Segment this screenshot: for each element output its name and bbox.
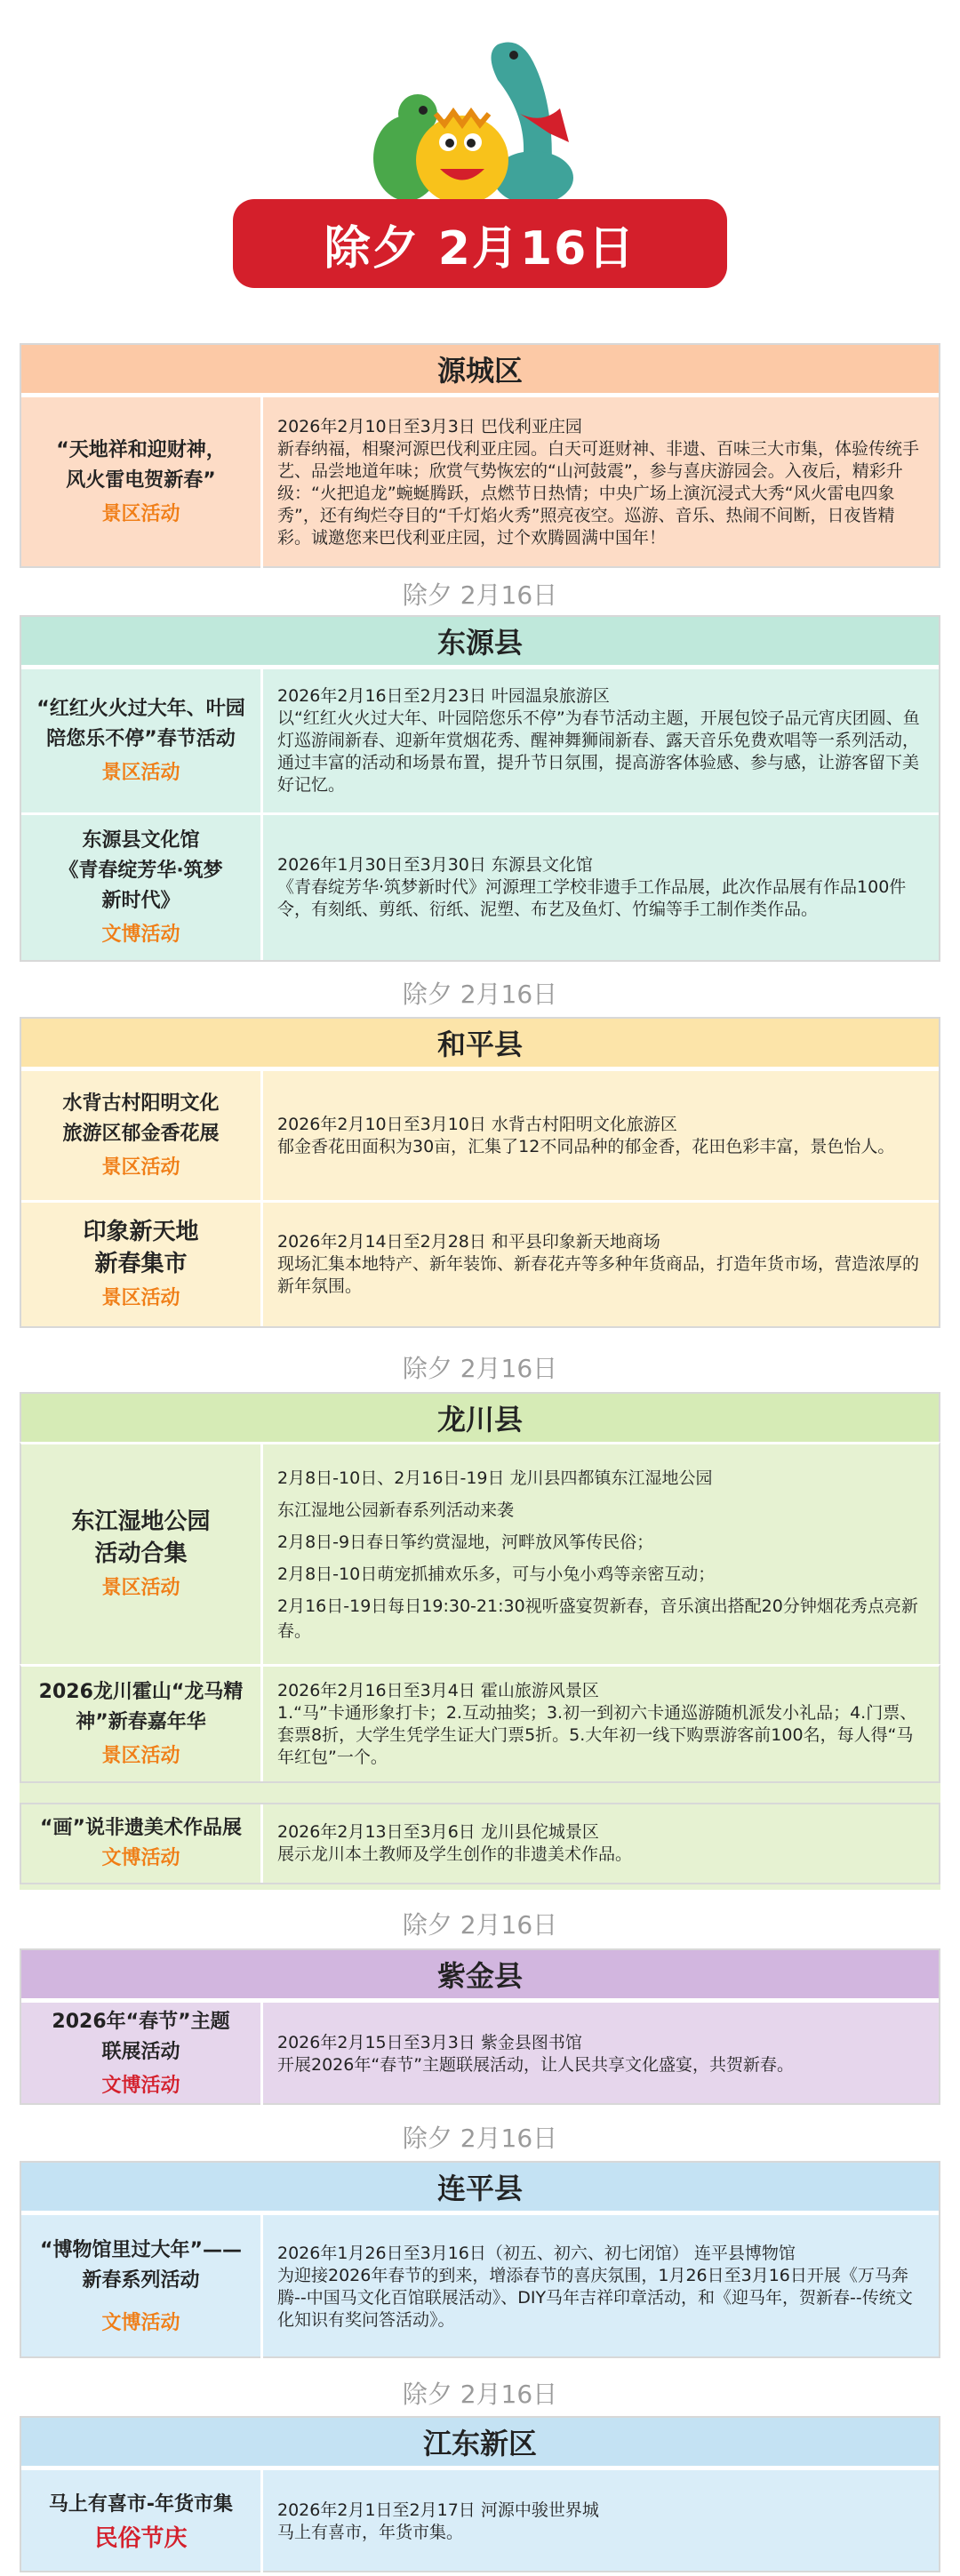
event-description: 展示龙川本土教师及学生创作的非遗美术作品。 <box>277 1844 633 1864</box>
event-details <box>263 1203 939 1326</box>
event-name: 2026年“春节”主题 联展活动 <box>52 2010 230 2063</box>
event-details <box>263 2003 939 2105</box>
event-date-venue: 2026年2月16日至2月23日 叶园温泉旅游区 <box>277 686 610 706</box>
event-name-cell <box>21 669 263 812</box>
date-separator: 除夕 2月16日 <box>402 2124 558 2153</box>
event-row <box>21 395 939 568</box>
region-yuancheng <box>20 343 940 568</box>
event-details <box>263 2215 939 2358</box>
region-dongyuan <box>20 615 940 962</box>
event-category: 文博活动 <box>101 2074 180 2097</box>
event-description: 马上有喜市，年货市集。 <box>277 2522 464 2542</box>
event-row <box>21 1068 939 1200</box>
region-title: 源城区 <box>21 345 939 395</box>
event-category: 景区活动 <box>101 503 180 525</box>
event-row <box>21 812 939 960</box>
event-name-cell <box>21 397 263 568</box>
event-date-venue: 2026年2月10日至3月3日 巴伐利亚庄园 <box>277 417 582 436</box>
event-details <box>263 1071 939 1200</box>
event-date-venue: 2026年1月30日至3月30日 东源县文化馆 <box>277 855 593 875</box>
event-name-cell <box>21 815 263 960</box>
event-description: 新春纳福，相聚河源巴伐利亚庄园。白天可逛财神、非遗、百味三大市集，体验传统手艺、品尝地道年味；欣赏气势恢宏的“山河鼓震”，参与喜庆游园会。入夜后，精彩升级：“火把追龙”蜿蜒腾跃，点燃节日热情；中央广场上演沉浸式大秀“风火雷电四象秀”，还有绚烂夺目的“千灯焰火秀”照亮夜空。巡游、音乐、热闹不间断，日夜皆精彩。诚邀您来巴伐利亚庄园，过个欢腾圆满中国年！ <box>277 439 920 548</box>
event-name: 水背古村阳明文化 旅游区郁金香花展 <box>62 1092 220 1145</box>
event-details <box>263 669 939 812</box>
event-name: 东江湿地公园 活动合集 <box>71 1508 211 1567</box>
dinosaur-mascots-illustration <box>0 0 960 213</box>
event-name-cell <box>21 1667 263 1781</box>
event-date-venue: 2026年2月16日至3月4日 霍山旅游风景区 <box>277 1680 599 1700</box>
event-description: 为迎接2026年春节的到来，增添春节的喜庆氛围，1月26日至3月16日开展《万马奔腾--中国马文化百馆联展活动》、DIY马年吉祥印章活动，和《迎马年，贺新春--传统文化知识有奖问答活动》。 <box>277 2265 913 2330</box>
event-date-venue: 2026年2月10日至3月10日 水背古村阳明文化旅游区 <box>277 1114 677 1134</box>
event-description: 以“红红火火过大年、叶园陪您乐不停”为春节活动主题，开展包饺子品元宵庆团圆、鱼灯巡游闹新春、迎新年赏烟花秀、醒神舞狮闹新春、露天音乐免费欢唱等一系列活动，通过丰富的活动和场景布置，提升节日氛围，提高游客体验感、参与感，让游客留下美好记忆。 <box>277 708 920 795</box>
event-name: “画”说非遗美术作品展 <box>40 1817 242 1839</box>
region-longchuan <box>20 1392 940 1890</box>
event-row <box>21 2468 939 2572</box>
event-date-venue: 2026年1月26日至3月16日（初五、初六、初七闭馆） 连平县博物馆 <box>277 2243 796 2263</box>
event-name-cell <box>21 2215 263 2358</box>
event-details <box>263 397 939 568</box>
event-row <box>21 2000 939 2105</box>
event-description: 2月16日-19日每日19:30-21:30视听盛宴贺新春，音乐演出搭配20分钟烟花秀点亮新春。 <box>277 1596 918 1641</box>
event-description: 1.“马”卡通形象打卡；2.互动抽奖；3.初一到初六卡通巡游随机派发小礼品；4.门票、套票8折，大学生凭学生证大门票5折。5.大年初一线下购票游客前100名，每人得“马年红包”一个。 <box>277 1702 917 1767</box>
region-title: 东源县 <box>21 617 939 667</box>
event-description: 《青春绽芳华·筑梦新时代》河源理工学校非遗手工作品展，此次作品展有作品100件令，有刻纸、剪纸、衍纸、泥塑、布艺及鱼灯、竹编等手工制作类作品。 <box>277 877 907 919</box>
event-category: 景区活动 <box>101 1286 180 1309</box>
event-name-cell <box>21 1071 263 1200</box>
event-description: 现场汇集本地特产、新年装饰、新春花卉等多种年货商品，打造年货市场，营造浓厚的新年氛围。 <box>277 1254 920 1296</box>
event-name: “天地祥和迎财神， 风火雷电贺新春” <box>56 439 226 492</box>
region-title: 连平县 <box>21 2163 939 2212</box>
event-description: 东江湿地公园新春系列活动来袭 <box>277 1500 515 1520</box>
hero-header <box>0 0 960 302</box>
region-title: 江东新区 <box>21 2418 939 2468</box>
event-category: 文博活动 <box>101 923 180 946</box>
event-name: 印象新天地 新春集市 <box>83 1218 199 1277</box>
region-title: 龙川县 <box>20 1392 940 1442</box>
event-details <box>263 1667 939 1781</box>
event-category: 民俗节庆 <box>94 2524 188 2552</box>
event-name: 2026龙川霍山“龙马精 神”新春嘉年华 <box>38 1680 244 1733</box>
date-separator: 除夕 2月16日 <box>402 1354 558 1383</box>
event-row <box>21 1200 939 1326</box>
event-row <box>20 1803 940 1884</box>
event-description: 2月8日-9日春日筝约赏湿地，河畔放风筝传民俗； <box>277 1532 654 1552</box>
event-name-cell <box>21 1444 263 1664</box>
date-separator: 除夕 2月16日 <box>402 1910 558 1940</box>
event-category: 景区活动 <box>101 1576 180 1599</box>
event-category: 景区活动 <box>101 761 180 784</box>
region-zijin <box>20 1948 940 2105</box>
event-row <box>21 2212 939 2358</box>
region-jiangdong <box>20 2416 940 2572</box>
event-row <box>21 667 939 812</box>
event-category: 文博活动 <box>101 2311 180 2334</box>
event-name: 马上有喜市-年货市集 <box>48 2492 234 2516</box>
date-separator: 除夕 2月16日 <box>402 2380 558 2409</box>
event-details <box>263 1804 939 1883</box>
region-heping <box>20 1017 940 1328</box>
region-title: 和平县 <box>21 1019 939 1068</box>
event-description: 郁金香花田面积为30亩，汇集了12不同品种的郁金香，花田色彩丰富，景色怡人。 <box>277 1136 895 1156</box>
event-date-venue: 2026年2月14日至2月28日 和平县印象新天地商场 <box>277 1232 660 1252</box>
event-category: 文博活动 <box>101 1847 180 1869</box>
event-row <box>20 1664 940 1783</box>
event-category: 景区活动 <box>101 1744 180 1767</box>
event-date-venue: 2026年2月1日至2月17日 河源中骏世界城 <box>277 2500 599 2520</box>
event-name-cell <box>21 1804 263 1883</box>
event-details <box>263 815 939 960</box>
event-row <box>20 1442 940 1664</box>
date-separator: 除夕 2月16日 <box>402 980 558 1009</box>
event-date-venue: 2026年2月13日至3月6日 龙川县佗城景区 <box>277 1822 599 1842</box>
event-details <box>263 1444 939 1664</box>
event-description: 2月8日-10日萌宠抓捕欢乐多，可与小兔小鸡等亲密互动； <box>277 1564 716 1584</box>
date-banner: 除夕 2月16日 <box>233 199 727 288</box>
event-name-cell <box>21 2003 263 2105</box>
event-details <box>263 2470 939 2572</box>
date-separator: 除夕 2月16日 <box>402 580 558 610</box>
event-name: “红红火火过大年、叶园 陪您乐不停”春节活动 <box>36 697 245 750</box>
event-name: “博物馆里过大年”—— 新春系列活动 <box>40 2238 242 2292</box>
event-date-venue: 2月8日-10日、2月16日-19日 龙川县四都镇东江湿地公园 <box>277 1468 713 1488</box>
event-name-cell <box>21 2470 263 2572</box>
event-name: 东源县文化馆 《青春绽芳华·筑梦 新时代》 <box>59 828 223 912</box>
event-category: 景区活动 <box>101 1156 180 1179</box>
event-name-cell <box>21 1203 263 1326</box>
event-description: 开展2026年“春节”主题联展活动，让人民共享文化盛宴，共贺新春。 <box>277 2054 795 2075</box>
region-title: 紫金县 <box>21 1950 939 2000</box>
event-date-venue: 2026年2月15日至3月3日 紫金县图书馆 <box>277 2032 582 2052</box>
region-lianping <box>20 2161 940 2358</box>
